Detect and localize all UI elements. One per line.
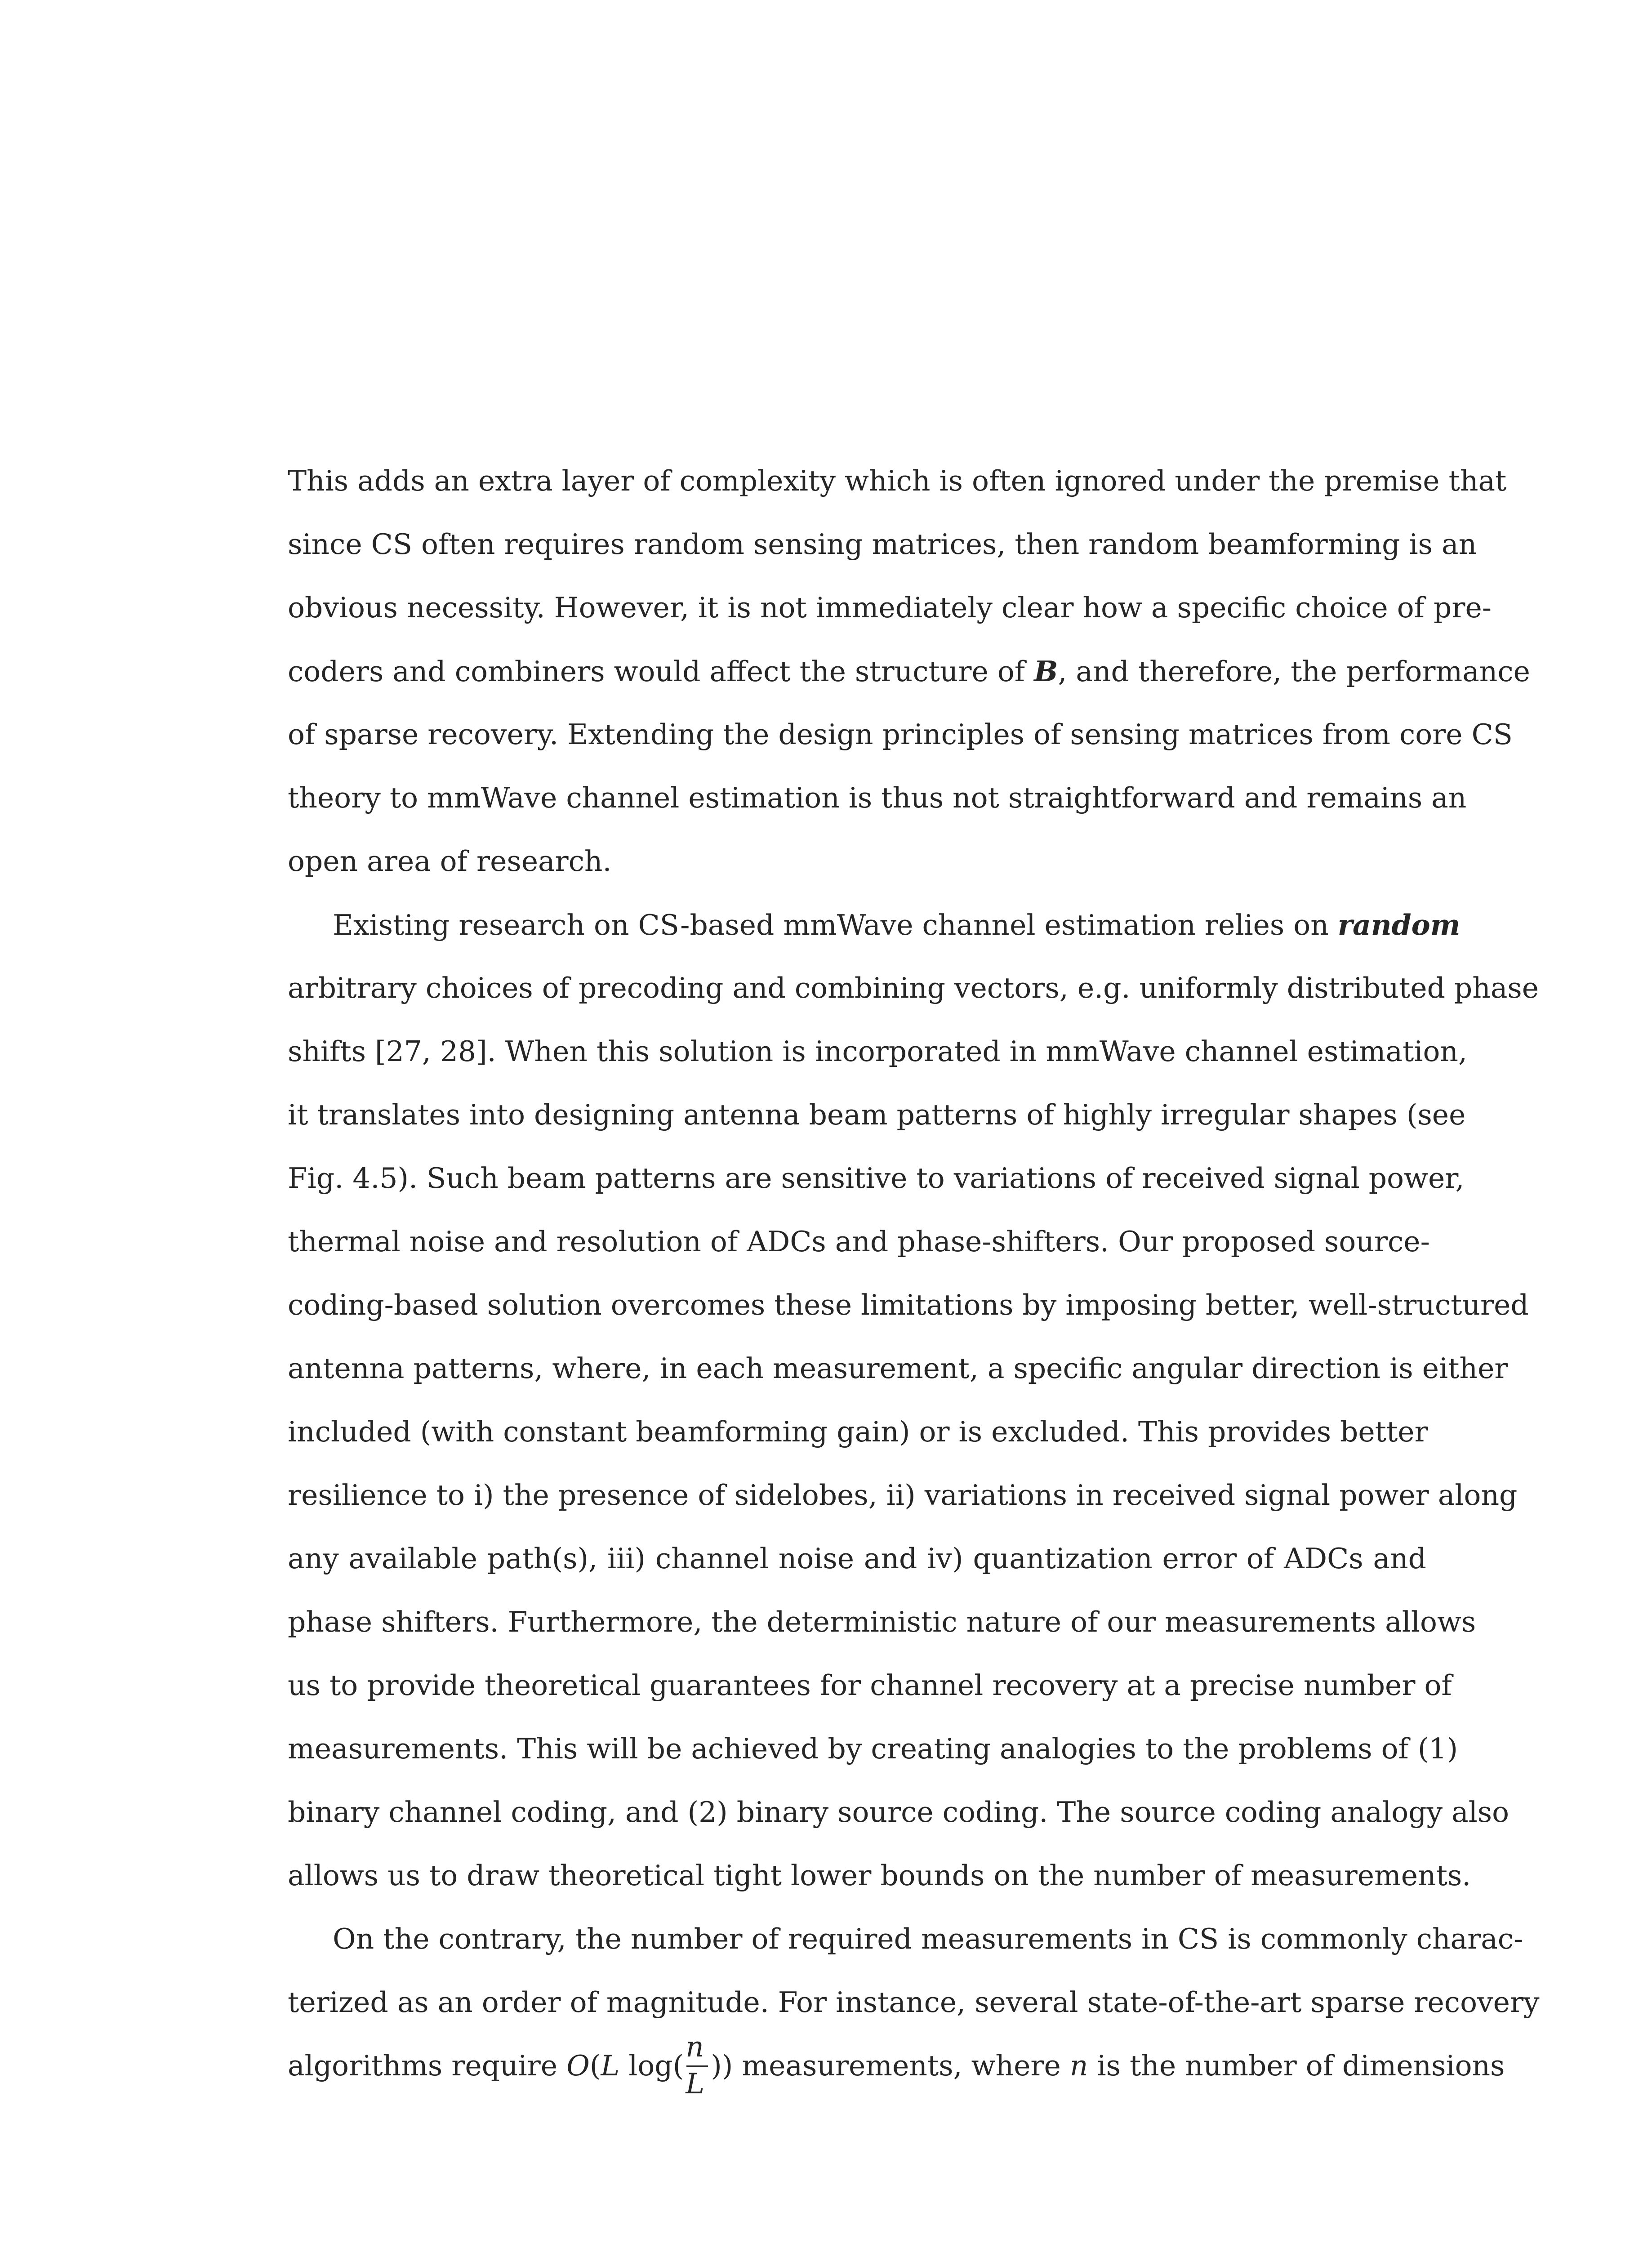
text-line: any available path(s), iii) channel noise and iv) quantization error of ADCs and — [288, 1542, 1426, 1575]
text-line: included (with constant beamforming gain) or is excluded. This provides better — [288, 1415, 1428, 1448]
text-line: resilience to i) the presence of sidelobes, ii) variations in received signal power along — [288, 1479, 1518, 1512]
text-line: On the contrary, the number of required measurements in CS is commonly charac- — [333, 1922, 1523, 1955]
text-line: thermal noise and resolution of ADCs and phase-shifters. Our proposed source- — [288, 1225, 1430, 1258]
fraction: $\frac{n}{L}$ — [686, 2050, 709, 2086]
text-line: allows us to draw theoretical tight lower bounds on the number of measurements. — [288, 1859, 1471, 1892]
text-line: Existing research on CS-based mmWave channel estimation relies on random — [333, 908, 1461, 941]
text-line: obvious necessity. However, it is not immediately clear how a specific choice of pre- — [288, 591, 1492, 624]
text-line: This adds an extra layer of complexity which is often ignored under the premise that — [288, 464, 1507, 497]
text-line: phase shifters. Furthermore, the deterministic nature of our measurements allows — [288, 1606, 1476, 1638]
text-line: it translates into designing antenna beam patterns of highly irregular shapes (see — [288, 1098, 1466, 1131]
text-line: terized as an order of magnitude. For instance, several state-of-the-art sparse recovery — [288, 1986, 1540, 2019]
text-line: measurements. This will be achieved by creating analogies to the problems of (1) — [288, 1732, 1458, 1765]
big-o-expression: O(L log( $\frac{n}{L}$ )) — [566, 2030, 733, 2100]
text-line: Fig. 4.5). Such beam patterns are sensitive to variations of received signal power, — [288, 1162, 1465, 1195]
text-line: binary channel coding, and (2) binary source coding. The source coding analogy also — [288, 1796, 1510, 1829]
text-line: coding-based solution overcomes these limitations by imposing better, well-structured — [288, 1289, 1529, 1321]
text-line: of sparse recovery. Extending the design principles of sensing matrices from core CS — [288, 718, 1513, 751]
text-line: theory to mmWave channel estimation is thus not straightforward and remains an — [288, 781, 1467, 814]
emphasis-random: random — [1337, 908, 1461, 941]
text-line: arbitrary choices of precoding and combining vectors, e.g. uniformly distributed phase — [288, 972, 1539, 1004]
text-line: open area of research. — [288, 845, 612, 878]
text-line: coders and combiners would affect the structure of B, and therefore, the performance — [288, 655, 1530, 688]
text-line: us to provide theoretical guarantees for channel recovery at a precise number of — [288, 1669, 1452, 1702]
text-line: antenna patterns, where, in each measurement, a specific angular direction is either — [288, 1352, 1508, 1385]
text-line: algorithms require O(L log( $\frac{n}{L}$ )) measurements, where n is the number of dimensions — [288, 2030, 1505, 2100]
text-line: since CS often requires random sensing matrices, then random beamforming is an — [288, 528, 1477, 561]
text-line: shifts [27, 28]. When this solution is incorporated in mmWave channel estimation, — [288, 1035, 1468, 1068]
matrix-symbol: B — [1034, 655, 1058, 688]
